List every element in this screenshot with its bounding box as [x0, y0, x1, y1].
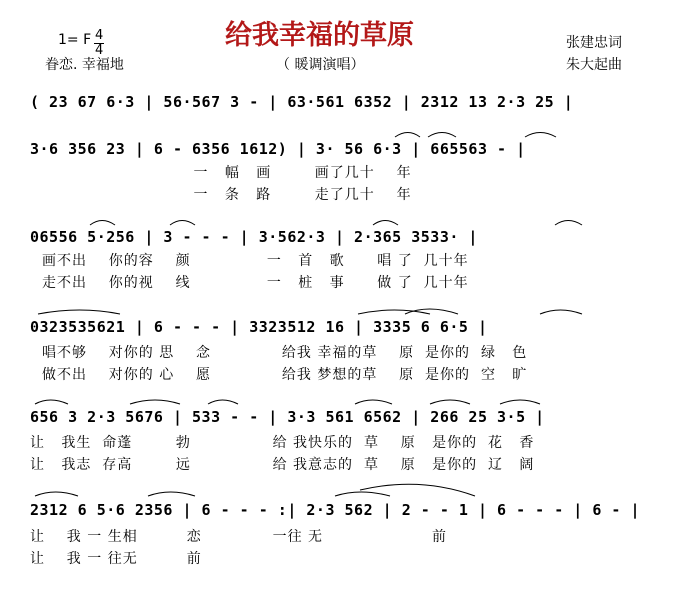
notation-row-6: 2312 6 5·6 2356 | 6 - - - :| 2·3 562 | 2 - - 1 | 6 - - - | 6 - |: [30, 501, 640, 519]
notation-row-4: 0323535621 | 6 - - - | 3323512 16 | 3335 6 6·5 |: [30, 318, 488, 336]
slur: [358, 310, 430, 314]
slur: [35, 400, 68, 404]
slur: [35, 492, 78, 496]
lyric-row-5-verse-2: 让 我志 存高 远 给 我意志的 草 原 是你的 辽 阔: [30, 457, 535, 473]
slur: [360, 484, 475, 496]
slur: [148, 492, 195, 496]
lyric-row-3-verse-1: 画不出 你的容 颜 一 首 歌 唱 了 几十年: [42, 253, 469, 269]
lyric-row-5-verse-1: 让 我生 命蓬 勃 给 我快乐的 草 原 是你的 花 香: [30, 435, 535, 451]
singer-credit: 眷恋. 幸福地: [45, 57, 124, 73]
slur: [405, 309, 458, 314]
style-note: （ 暖调演唱）: [276, 57, 365, 73]
slur: [130, 400, 180, 404]
slur: [355, 400, 392, 404]
notation-row-5: 656 3 2·3 5676 | 533 - - | 3·3 561 6562 | 266 25 3·5 |: [30, 408, 545, 426]
lyric-row-6-verse-1: 让 我 一 生相 恋 一往 无 前: [30, 529, 448, 545]
slur: [525, 133, 556, 138]
time-signature-bottom: 4: [95, 43, 104, 58]
notation-row-1: ( 23 67 6·3 | 56·567 3 - | 63·561 6352 | 2312 13 2·3 25 |: [30, 93, 574, 111]
slur: [428, 133, 456, 138]
song-title: 给我幸福的草原: [225, 20, 414, 51]
notation-row-3: 06556 5·256 | 3 - - - | 3·562·3 | 2·365 3533· |: [30, 228, 478, 246]
slur: [500, 400, 540, 404]
slur: [373, 221, 398, 226]
lyric-row-4-verse-2: 做不出 对你的 心 愿 给我 梦想的草 原 是你的 空 旷: [42, 367, 528, 383]
slur: [170, 221, 195, 226]
slur: [430, 400, 470, 404]
slur: [555, 221, 582, 226]
lyricist-credit: 张建忠词: [566, 35, 622, 51]
notation-row-2: 3·6 356 23 | 6 - 6356 1612) | 3· 56 6·3 | 665563 - |: [30, 140, 526, 158]
composer-credit: 朱大起曲: [566, 57, 622, 73]
lyric-row-4-verse-1: 唱不够 对你的 思 念 给我 幸福的草 原 是你的 绿 色: [42, 345, 528, 361]
lyric-row-3-verse-2: 走不出 你的视 线 一 桩 事 做 了 几十年: [42, 275, 469, 291]
slur: [335, 492, 390, 496]
slur: [38, 310, 120, 314]
lyric-row-2-verse-2: 一 条 路 走了几十 年: [30, 187, 412, 203]
lyric-row-2-verse-1: 一 幅 画 画了几十 年: [30, 165, 412, 181]
slur: [540, 310, 582, 314]
slur: [395, 133, 420, 138]
key-signature: 1= F: [58, 32, 92, 48]
time-signature-top: 4: [95, 28, 104, 43]
lyric-row-6-verse-2: 让 我 一 往无 前: [30, 551, 202, 567]
slur: [208, 400, 238, 404]
slur: [90, 221, 115, 226]
